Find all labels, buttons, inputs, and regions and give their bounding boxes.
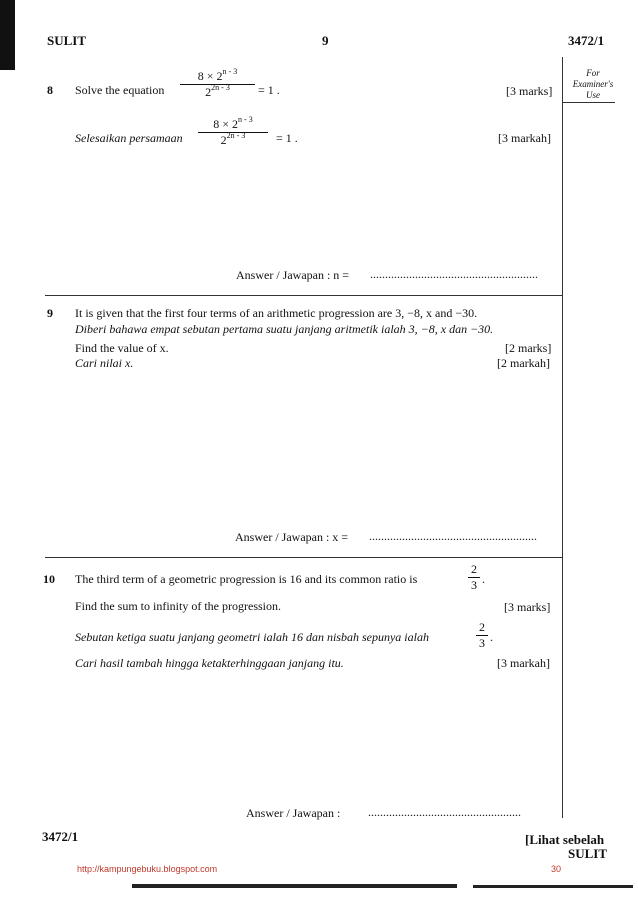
q9-find-ms: Cari nilai x. [75,356,134,370]
q8-rhs-ms: = 1 . [276,131,298,145]
footer-rule-left [132,884,457,888]
q10-line3: Sebutan ketiga suatu janjang geometri ialah 16 dan nisbah sepunya ialah [75,630,429,644]
header-paper-code: 3472/1 [568,33,605,48]
q8-fraction-ms: $8 \times 2^{n - 3}$ $2^{2n - 3}$ [198,118,268,147]
q9-number: 9 [47,306,53,320]
q10-ratio-fraction-en: 2 3 [468,563,480,592]
examiner-label: For Examiner's Use [572,68,614,100]
q10-marks-ms: [3 markah] [497,656,550,670]
q10-line1: The third term of a geometric progression is 16 and its common ratio is [75,572,418,586]
footer-paper-code: 3472/1 [42,829,79,844]
q10-period-en: . [482,572,485,586]
q8-en-text: Solve the equation [75,83,165,97]
q8-answer-label: Answer / Jawapan : n = [236,268,350,282]
footer-page-number: 30 [551,864,562,874]
q10-ratio-fraction-ms: 2 3 [476,621,488,650]
q9-line1: It is given that the first four terms of an arithmetic progression are 3, −8, x and −30. [75,306,478,320]
header-page-number: 9 [322,33,329,48]
footer-lihat-sebelah: [Lihat sebelah [525,832,605,847]
q10-marks-en: [3 marks] [504,600,551,614]
q8-fraction-en: $8 \times 2^{n - 3}$ $2^{2n - 3}$ [180,70,255,99]
q8-rhs-en: = 1 . [258,83,280,97]
q9-answer-line: ........................................................ [369,529,537,543]
q10-answer-line: ................................................... [368,805,521,819]
q10-answer-label: Answer / Jawapan : [246,806,341,820]
examiner-box [562,57,615,103]
q10-period-ms: . [490,630,493,644]
q9-answer-label: Answer / Jawapan : x = [235,530,349,544]
q9-marks-ms: [2 markah] [497,356,550,370]
q9-find-en: Find the value of x. [75,341,169,355]
q10-line4: Cari hasil tambah hingga ketakterhinggaan janjang itu. [75,656,344,670]
q8-marks-ms: [3 markah] [498,131,551,145]
q8-ms-text: Selesaikan persamaan [75,131,183,145]
q9-line2: Diberi bahawa empat sebutan pertama suatu janjang aritmetik ialah 3, −8, x dan −30. [75,322,494,336]
q9-marks-en: [2 marks] [505,341,552,355]
scan-edge-mark [0,0,15,70]
examiner-column-border [562,58,563,818]
q8-number: 8 [47,83,53,97]
q9-separator [45,557,563,558]
q10-line2: Find the sum to infinity of the progression. [75,599,281,613]
footer-rule-right [473,885,633,888]
q8-answer-line: ........................................................ [370,267,538,281]
q10-number: 10 [43,572,55,586]
footer-url-link[interactable]: http://kampungebuku.blogspot.com [77,864,218,874]
q8-separator [45,295,563,296]
footer-sulit: SULIT [568,846,608,861]
q8-marks-en: [3 marks] [506,84,553,98]
header-sulit: SULIT [47,33,87,48]
